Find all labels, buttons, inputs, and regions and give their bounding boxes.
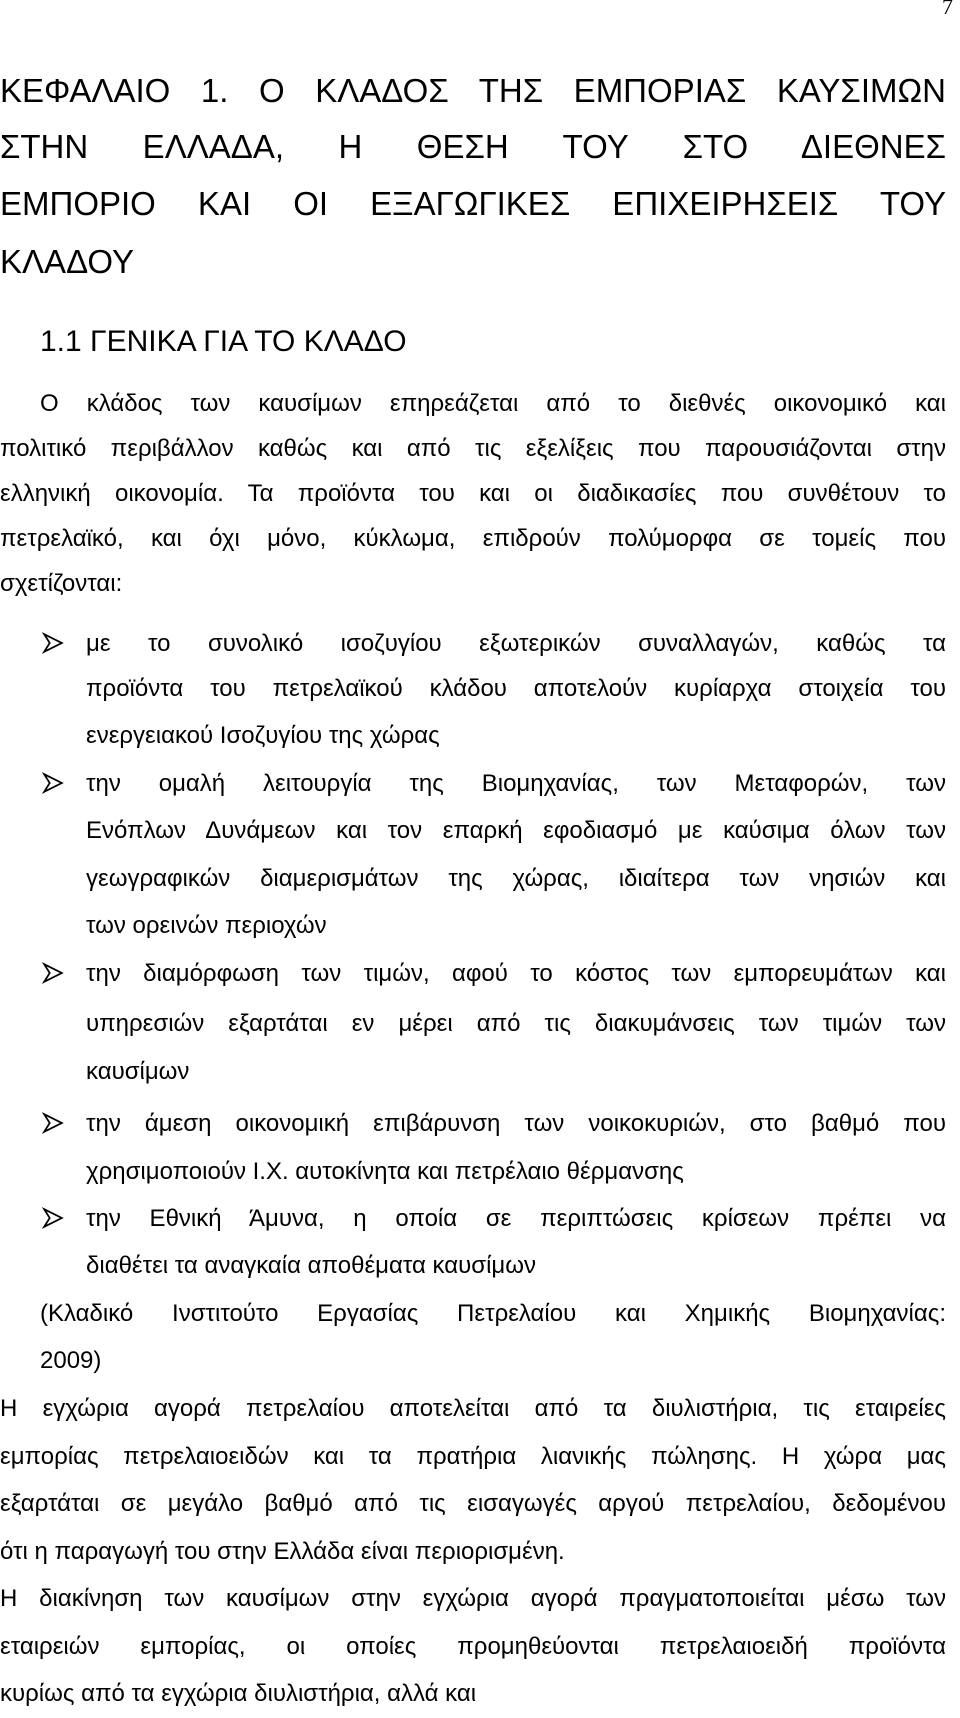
arrowhead-bullet-icon bbox=[42, 962, 64, 984]
paragraph-line: εξαρτάται σε μεγάλο βαθμό από τις εισαγωγές αργού πετρελαίου, δεδομένου bbox=[0, 1490, 946, 1517]
paragraph-line: Η εγχώρια αγορά πετρελαίου αποτελείται από τα διυλιστήρια, τις εταιρείες bbox=[0, 1395, 946, 1422]
paragraph-line: πετρελαϊκό, και όχι μόνο, κύκλωμα, επιδρούν πολύμορφα σε τομείς που bbox=[0, 525, 946, 552]
paragraph-line: πολιτικό περιβάλλον καθώς και από τις εξελίξεις που παρουσιάζονται στην bbox=[0, 435, 946, 462]
list-item-line: διαθέτει τα αναγκαία αποθέματα καυσίμων bbox=[86, 1252, 536, 1279]
chapter-heading-line: ΣΤΗΝ ΕΛΛΑΔΑ, Η ΘΕΣΗ ΤΟΥ ΣΤΟ ΔΙΕΘΝΕΣ bbox=[0, 128, 946, 165]
arrowhead-bullet-icon bbox=[42, 1207, 64, 1229]
paragraph-line: Η διακίνηση των καυσίμων στην εγχώρια αγορά πραγματοποιείται μέσω των bbox=[0, 1585, 946, 1612]
list-item-line: Ενόπλων Δυνάμεων και τον επαρκή εφοδιασμό με καύσιμα όλων των bbox=[86, 817, 946, 844]
chapter-heading-line: ΚΕΦΑΛΑΙΟ 1. Ο ΚΛΑΔΟΣ ΤΗΣ ΕΜΠΟΡΙΑΣ ΚΑΥΣΙΜΩΝ bbox=[0, 72, 946, 109]
list-item-line: την Εθνική Άμυνα, η οποία σε περιπτώσεις κρίσεων πρέπει να bbox=[86, 1205, 946, 1232]
paragraph-line: εταιρειών εμπορίας, οι οποίες προμηθεύονται πετρελαιοειδή προϊόντα bbox=[0, 1633, 946, 1660]
list-item-line: χρησιμοποιούν Ι.Χ. αυτοκίνητα και πετρέλαιο θέρμανσης bbox=[86, 1158, 684, 1185]
arrowhead-bullet-icon bbox=[42, 632, 64, 654]
list-item-line: καυσίμων bbox=[86, 1058, 190, 1085]
citation-line: 2009) bbox=[40, 1347, 102, 1374]
list-item-line: ενεργειακού Ισοζυγίου της χώρας bbox=[86, 722, 440, 749]
list-item-line: την άμεση οικονομική επιβάρυνση των νοικοκυριών, στο βαθμό που bbox=[86, 1110, 946, 1137]
list-item-line: με το συνολικό ισοζυγίου εξωτερικών συναλλαγών, καθώς τα bbox=[86, 630, 946, 657]
list-item-line: την ομαλή λειτουργία της Βιομηχανίας, των Μεταφορών, των bbox=[86, 770, 946, 797]
citation-line: (Κλαδικό Ινστιτούτο Εργασίας Πετρελαίου και Χημικής Βιομηχανίας: bbox=[40, 1300, 946, 1327]
arrowhead-bullet-icon bbox=[42, 772, 64, 794]
section-heading: 1.1 ΓΕΝΙΚΑ ΓΙΑ ΤΟ ΚΛΑΔΟ bbox=[40, 325, 407, 358]
page-number: 7 bbox=[942, 0, 953, 19]
chapter-heading-line: ΚΛΑΔΟΥ bbox=[0, 243, 135, 280]
list-item-line: προϊόντα του πετρελαϊκού κλάδου αποτελούν κυρίαρχα στοιχεία του bbox=[86, 675, 946, 702]
list-item-line: γεωγραφικών διαμερισμάτων της χώρας, ιδιαίτερα των νησιών και bbox=[86, 865, 946, 892]
paragraph-line: ότι η παραγωγή του στην Ελλάδα είναι περιορισμένη. bbox=[0, 1538, 565, 1565]
list-item-line: την διαμόρφωση των τιμών, αφού το κόστος των εμπορευμάτων και bbox=[86, 960, 946, 987]
chapter-heading-line: ΕΜΠΟΡΙΟ ΚΑΙ ΟΙ ΕΞΑΓΩΓΙΚΕΣ ΕΠΙΧΕΙΡΗΣΕΙΣ ΤΟΥ bbox=[0, 185, 946, 222]
paragraph-line: ελληνική οικονομία. Τα προϊόντα του και οι διαδικασίες που συνθέτουν το bbox=[0, 480, 946, 507]
paragraph-line: εμπορίας πετρελαιοειδών και τα πρατήρια λιανικής πώλησης. Η χώρα μας bbox=[0, 1443, 946, 1470]
paragraph-line: σχετίζονται: bbox=[0, 570, 123, 597]
paragraph-line: Ο κλάδος των καυσίμων επηρεάζεται από το διεθνές οικονομικό και bbox=[40, 390, 946, 417]
paragraph-line: κυρίως από τα εγχώρια διυλιστήρια, αλλά και bbox=[0, 1680, 477, 1707]
arrowhead-bullet-icon bbox=[42, 1112, 64, 1134]
list-item-line: υπηρεσιών εξαρτάται εν μέρει από τις διακυμάνσεις των τιμών των bbox=[86, 1010, 946, 1037]
list-item-line: των ορεινών περιοχών bbox=[86, 912, 327, 939]
